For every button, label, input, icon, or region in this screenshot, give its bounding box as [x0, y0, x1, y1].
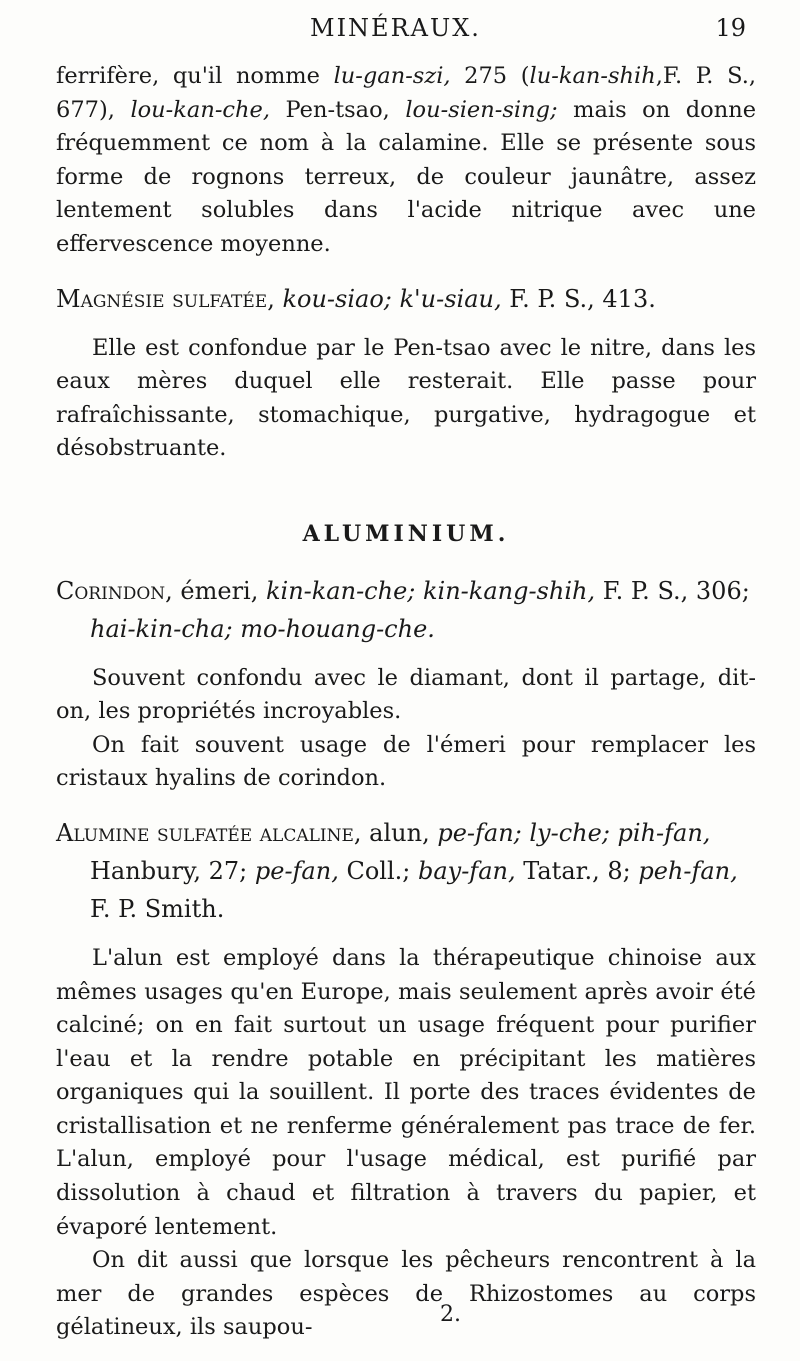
section-title: ALUMINIUM.: [302, 520, 510, 547]
entry-magnesie-text: Elle est confondue par le Pen-tsao avec le nitre, dans les eaux mères duquel elle resterait. Elle passe pour rafraîchissante, stomachique, purgative, hydragogue et désobstruante.: [56, 334, 756, 462]
entry-alumine-heading: Alumine sulfatée alcaline, alun, pe-fan; ly-che; pih-fan, Hanbury, 27; pe-fan, Coll.; bay-fan, Tatar., 8; peh-fan, F. P. Smith.: [56, 818, 738, 923]
paragraph-zinc-continuation: ferrifère, qu'il nomme lu-gan-szi, 275 (lu-kan-shih,F. P. S., 677), lou-kan-che, Pen-tsao, lou-sien-sing; mais on donne fréquemment ce nom à la calamine. Elle se présente sous forme de rognons terreux, de couleur jaunâtre, assez lentement solubles dans l'acide nitrique avec une effervescence moyenne.: [56, 63, 757, 257]
running-head: MINÉRAUX.: [310, 14, 481, 42]
page-header: [0, 14, 800, 54]
page-number: 19: [715, 14, 746, 42]
signature-mark: 2.: [440, 1302, 461, 1327]
text-body: [56, 60, 756, 1345]
entry-corindon-text-2: On fait souvent usage de l'émeri pour remplacer les cristaux hyalins de corindon.: [56, 731, 756, 792]
entry-corindon-text-1: Souvent confondu avec le diamant, dont il partage, dit-on, les propriétés incroyables.: [56, 664, 756, 725]
entry-magnesie-heading: Magnésie sulfatée, kou-siao; k'u-siau, F. P. S., 413.: [56, 284, 656, 313]
entry-alumine-text-1: L'alun est employé dans la thérapeutique chinoise aux mêmes usages qu'en Europe, mais seulement après avoir été calciné; on en fait surtout un usage fréquent pour purifier l'eau et la rendre potable en précipitant les matières organiques qui la souillent. Il porte des traces évidentes de cristallisation et ne renferme généralement pas trace de fer. L'alun, employé pour l'usage médical, est purifié par dissolution à chaud et filtration à travers du papier, et évaporé lentement.: [56, 944, 756, 1240]
entry-alumine-text-2: On dit aussi que lorsque les pêcheurs rencontrent à la mer de grandes espèces de Rhizostomes au corps gélatineux, ils saupou-: [56, 1247, 756, 1341]
entry-corindon-heading: Corindon, émeri, kin-kan-che; kin-kang-shih, F. P. S., 306; hai-kin-cha; mo-houang-che.: [56, 576, 750, 643]
